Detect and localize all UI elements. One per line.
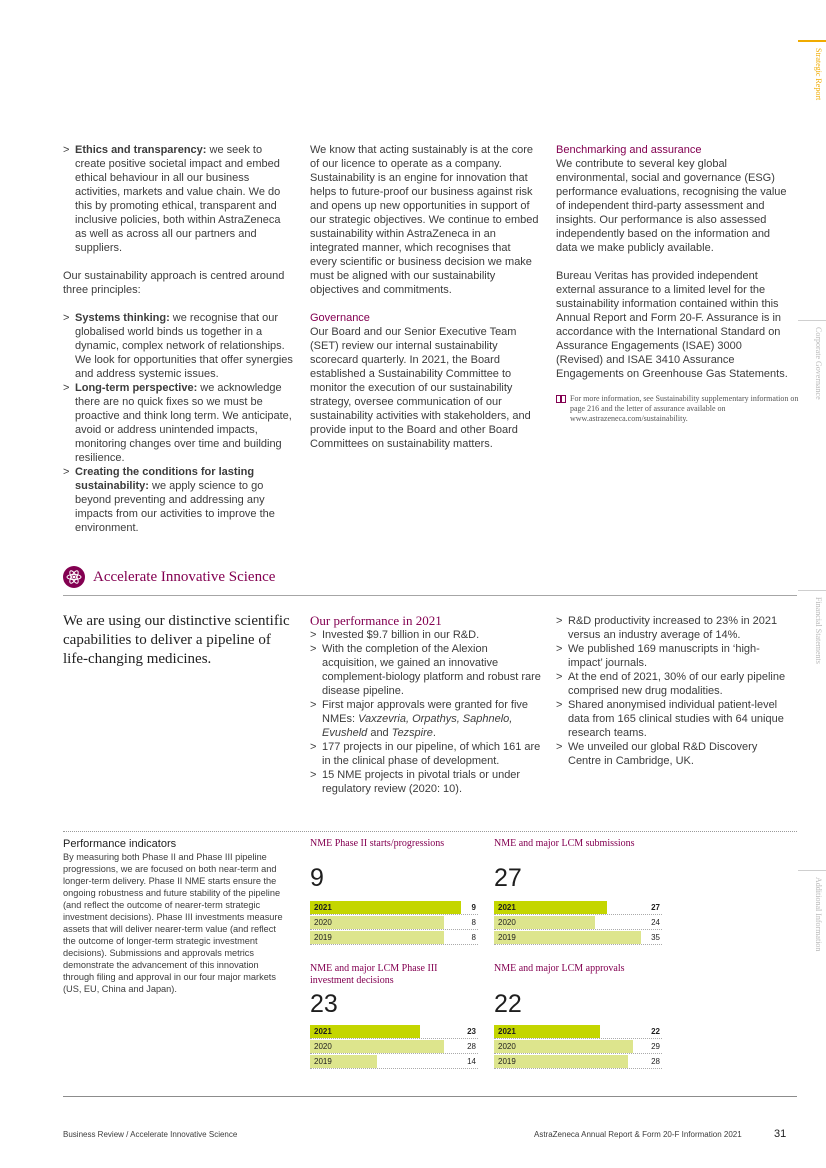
chart-bars [494,1025,662,1070]
chart-bars [494,901,662,946]
chart-bars [310,901,478,946]
governance-paragraph: Our Board and our Senior Executive Team (SET) review our internal sustainability scorecard quarterly. In 2021, the Board established a Sustainability Committee to monitor the execution of our sustainability strategy, oversee communication of our sustainability activities with stakeholders, and provide input to the Board and other Board Committees on sustainability matters. [310,326,531,450]
bar-year-label: 2019 [314,933,332,942]
perf-item: > We unveiled our global R&D Discovery Centre in Cambridge, UK. [556,740,788,768]
chart-headline: 9 [310,864,324,892]
bar-value-label: 27 [651,903,660,912]
bar-row-2019 [310,1055,478,1069]
side-tab-strategic-report[interactable] [798,40,826,302]
governance-heading: Governance [310,312,370,324]
bar-year-label: 2020 [498,1042,516,1051]
kpi-chart-phase3 [310,963,476,1073]
benchmarking-paragraph: We contribute to several key global environmental, social and governance (ESG) performance evaluations, recognising the value of independent third-party assessment and insights. Our performance is also assessed independently based on the information and data we make publicly available. [556,158,787,254]
kpi-chart-phase2 [310,838,478,948]
bar-value-label: 8 [471,918,476,927]
chart-title: NME and major LCM approvals [494,963,625,974]
column-principles [63,143,295,549]
bar-year-label: 2020 [498,918,516,927]
perf-item: > First major approvals were granted for five NMEs: Vaxzevria, Orpathys, Saphnelo, Evusheld and Tezspire. [310,698,542,740]
bullet-list-principles [63,311,295,535]
side-tab-label: Financial Statements [814,597,823,664]
side-tab-financial-statements[interactable] [798,590,826,841]
footer-report-title: AstraZeneca Annual Report & Form 20-F Information 2021 [534,1130,742,1139]
bar-year-label: 2021 [314,903,332,912]
principles-intro: Our sustainability approach is centred around three principles: [63,270,285,296]
chart-title: NME Phase II starts/progressions [310,838,445,849]
bullet-lasting-sustainability: > Creating the conditions for lasting sustainability: we apply science to go beyond preventing and addressing any impacts from our activities to improve the environment. [63,465,295,535]
bar-value-label: 9 [471,903,476,912]
bar-row-2020 [310,916,478,930]
bullet-systems-thinking: > Systems thinking: we recognise that our globalised world binds us together in a dynamic, complex network of relationships. We look for opportunities that offer synergies and address systemic issues. [63,311,295,381]
bar-row-2019 [494,931,662,945]
bar-value-label: 28 [467,1042,476,1051]
column-benchmarking [556,143,788,395]
column-governance [310,143,540,465]
side-tab-corporate-governance[interactable] [798,320,826,571]
chart-title: NME and major LCM Phase III investment decisions [310,963,438,986]
book-icon [556,395,566,403]
side-tab-label: Additional Information [814,877,823,952]
more-info-text: For more information, see Sustainability supplementary information on page 216 and the letter of assurance available on www.astrazeneca.com/sustainability. [570,394,799,423]
perf-item: > We published 169 manuscripts in ‘high-impact’ journals. [556,642,788,670]
dotted-divider [63,831,797,832]
bullet-ethics: > Ethics and transparency: we seek to create positive societal impact and embed ethical behaviour in all our business activities, markets and value chain. We do this by promoting ethical, transparent and inclusive policies, both within AstraZeneca as well as across all our partners and suppliers. [63,143,295,255]
section-title: Accelerate Innovative Science [93,569,276,585]
chart-headline: 27 [494,864,522,892]
bureau-veritas-paragraph: Bureau Veritas has provided independent external assurance to a limited level for the sustainability information contained within this Annual Report and Form 20-F. Assurance is in accordance with the International Standard on Assurance Engagements (ISAE) 3000 (Revised) and ISAE 3410 Assurance Engagements on Greenhouse Gas Statements. [556,270,788,380]
bar-year-label: 2021 [498,1027,516,1036]
perf-item: > Shared anonymised individual patient-level data from 165 clinical studies with 64 unique research teams. [556,698,788,740]
chart-bars [310,1025,478,1070]
bar-row-2021 [310,1025,478,1039]
perf-item: > With the completion of the Alexion acquisition, we gained an innovative complement-biology platform and robust rare disease pipeline. [310,642,542,698]
perf-item: > R&D productivity increased to 23% in 2021 versus an industry average of 14%. [556,614,788,642]
bar-year-label: 2021 [498,903,516,912]
chart-headline: 22 [494,990,522,1018]
bar-value-label: 29 [651,1042,660,1051]
bar-value-label: 22 [651,1027,660,1036]
perf-item: > At the end of 2021, 30% of our early pipeline comprised new drug modalities. [556,670,788,698]
bar-2021 [310,901,461,914]
bar-row-2020 [494,1040,662,1054]
bar-value-label: 8 [471,933,476,942]
bar-2019 [494,931,641,944]
kpi-chart-approvals [494,963,662,1073]
performance-list-right [556,614,788,782]
bar-row-2021 [494,1025,662,1039]
benchmarking-heading: Benchmarking and assurance [556,144,702,156]
side-tab-label: Strategic Report [814,48,823,101]
perf-item: > Invested $9.7 billion in our R&D. [310,628,542,642]
side-tab-label: Corporate Governance [814,327,823,400]
bar-year-label: 2019 [314,1057,332,1066]
bar-value-label: 28 [651,1057,660,1066]
more-info-note [556,394,806,424]
bar-row-2019 [494,1055,662,1069]
atom-icon [63,566,85,588]
bar-year-label: 2021 [314,1027,332,1036]
perf-item: > 15 NME projects in pivotal trials or under regulatory review (2020: 10). [310,768,542,796]
performance-indicators-description: By measuring both Phase II and Phase III pipeline progressions, we are focused on both near-term and longer-term delivery. Phase II NME starts ensure the ongoing robustness and future stability of the pipeline (and reflect the outcome of nearer-term strategic investment decisions). Phase III investments measure assets that will deliver nearer-term value (and reflect the outcome of longer-term strategic investment decisions). Submissions and approvals metrics demonstrate the advancement of this innovation through filing and approval in our four major markets (US, EU, China and Japan). [63,852,283,994]
bar-value-label: 24 [651,918,660,927]
bar-value-label: 23 [467,1027,476,1036]
footer-breadcrumb: Business Review / Accelerate Innovative Science [63,1130,238,1139]
sustainability-paragraph: We know that acting sustainably is at the core of our licence to operate as a company. Sustainability is an engine for innovation that helps to future-proof our business against risk and opens up new opportunities in support of our strategic objectives. We continue to embed sustainability within AstraZeneca in an integrated manner, which recognises that every scientific or business decision we make must be aligned with our sustainability objectives and commitments. [310,144,539,296]
bar-row-2021 [310,901,478,915]
side-tab-additional-information[interactable] [798,870,826,991]
bar-year-label: 2020 [314,1042,332,1051]
bar-year-label: 2019 [498,1057,516,1066]
footer-divider [63,1096,797,1097]
performance-indicators-title: Performance indicators [63,838,177,850]
performance-list-left [310,628,542,810]
bullet-list-top [63,143,295,255]
chart-headline: 23 [310,990,338,1018]
perf-item: > 177 projects in our pipeline, of which 161 are in the clinical phase of development. [310,740,542,768]
chart-title: NME and major LCM submissions [494,838,635,849]
section-divider [63,595,797,596]
kpi-chart-submissions [494,838,662,948]
bar-year-label: 2020 [314,918,332,927]
bullet-long-term: > Long-term perspective: we acknowledge there are no quick fixes so we must be proactive and think long term. We anticipate, avoid or address unintended impacts, monitoring changes over time and building resilience. [63,381,295,465]
bar-row-2020 [494,916,662,930]
performance-heading: Our performance in 2021 [310,613,442,628]
bar-row-2020 [310,1040,478,1054]
bar-row-2021 [494,901,662,915]
bar-value-label: 14 [467,1057,476,1066]
section-lead: We are using our distinctive scientific capabilities to deliver a pipeline of life-changing medicines. [63,613,290,667]
bar-value-label: 35 [651,933,660,942]
bar-year-label: 2019 [498,933,516,942]
bar-row-2019 [310,931,478,945]
page-number: 31 [774,1128,787,1140]
